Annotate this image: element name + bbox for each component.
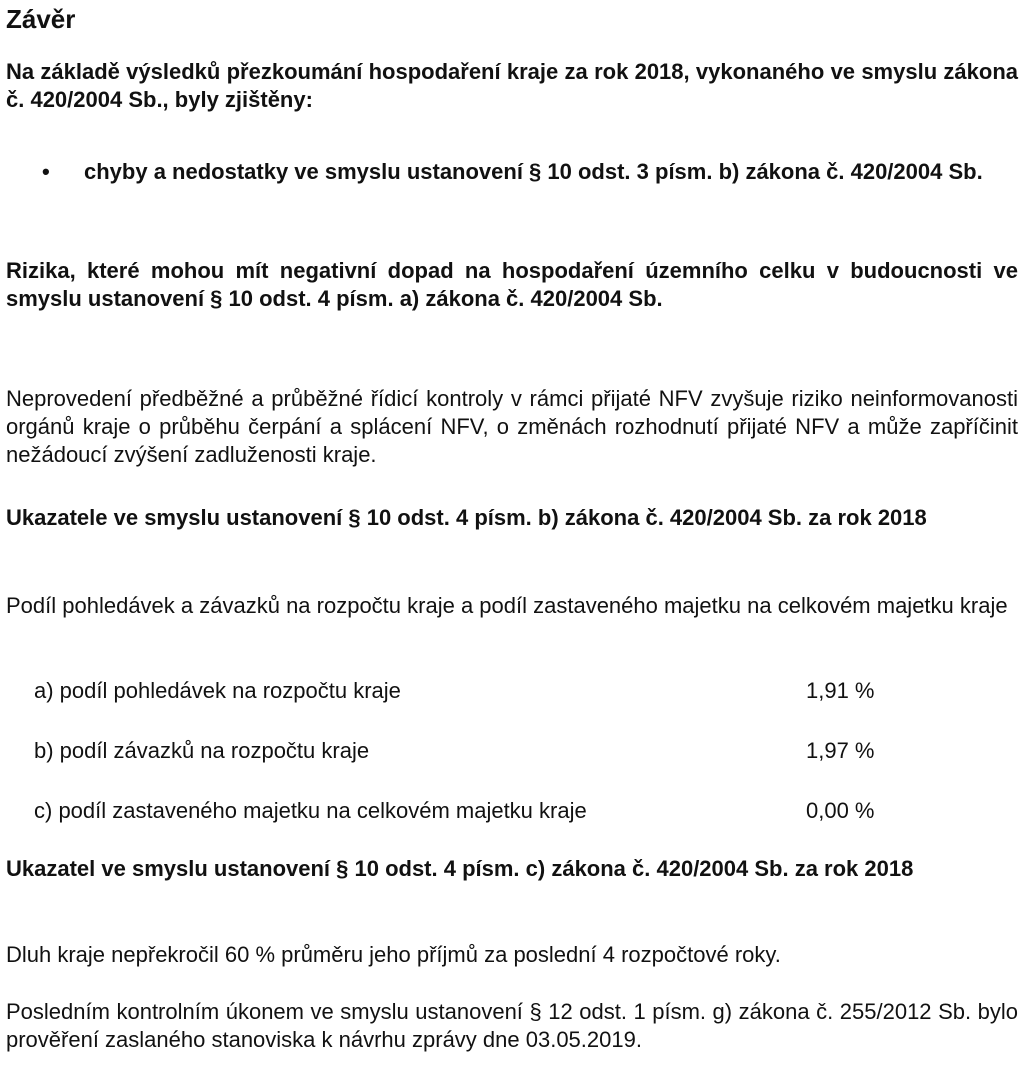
indicator-value: 1,91 % [806,678,875,703]
indicators-heading: Ukazatele ve smyslu ustanovení § 10 odst. 4 písm. b) zákona č. 420/2004 Sb. za rok 2018 [6,505,927,530]
debt-heading: Ukazatel ve smyslu ustanovení § 10 odst. 4 písm. c) zákona č. 420/2004 Sb. za rok 2018 [6,856,914,881]
risks-paragraph: Neprovedení předběžné a průběžné řídicí kontroly v rámci přijaté NFV zvyšuje riziko neinformovanosti orgánů kraje o průběhu čerpání a splácení NFV, o změnách rozhodnutí přijaté NFV a může zapříčinit nežádoucí zvýšení zadluženosti kraje. [6,386,1018,467]
indicators-intro: Podíl pohledávek a závazků na rozpočtu kraje a podíl zastaveného majetku na celkovém majetku kraje [6,593,1008,618]
intro-paragraph: Na základě výsledků přezkoumání hospodaření kraje za rok 2018, vykonaného ve smyslu zákona č. 420/2004 Sb., byly zjištěny: [6,59,1018,112]
indicator-label: b) podíl závazků na rozpočtu kraje [34,738,370,763]
indicator-row [0,677,1024,705]
indicator-row [0,737,1024,765]
indicator-label: c) podíl zastaveného majetku na celkovém majetku kraje [34,798,587,823]
final-paragraph: Posledním kontrolním úkonem ve smyslu ustanovení § 12 odst. 1 písm. g) zákona č. 255/2012 Sb. bylo prověření zaslaného stanoviska k návrhu zprávy dne 03.05.2019. [6,999,1018,1052]
bullet-icon: • [42,159,50,184]
finding-text: chyby a nedostatky ve smyslu ustanovení § 10 odst. 3 písm. b) zákona č. 420/2004 Sb. [84,159,983,184]
indicator-label: a) podíl pohledávek na rozpočtu kraje [34,678,401,703]
debt-paragraph: Dluh kraje nepřekročil 60 % průměru jeho příjmů za poslední 4 rozpočtové roky. [6,942,781,967]
risks-heading: Rizika, které mohou mít negativní dopad na hospodaření územního celku v budoucnosti ve smyslu ustanovení § 10 odst. 4 písm. a) zákona č. 420/2004 Sb. [6,258,1018,311]
indicator-value: 1,97 % [806,738,875,763]
indicator-row [0,797,1024,825]
indicator-value: 0,00 % [806,798,875,823]
section-heading: Závěr [6,4,76,34]
